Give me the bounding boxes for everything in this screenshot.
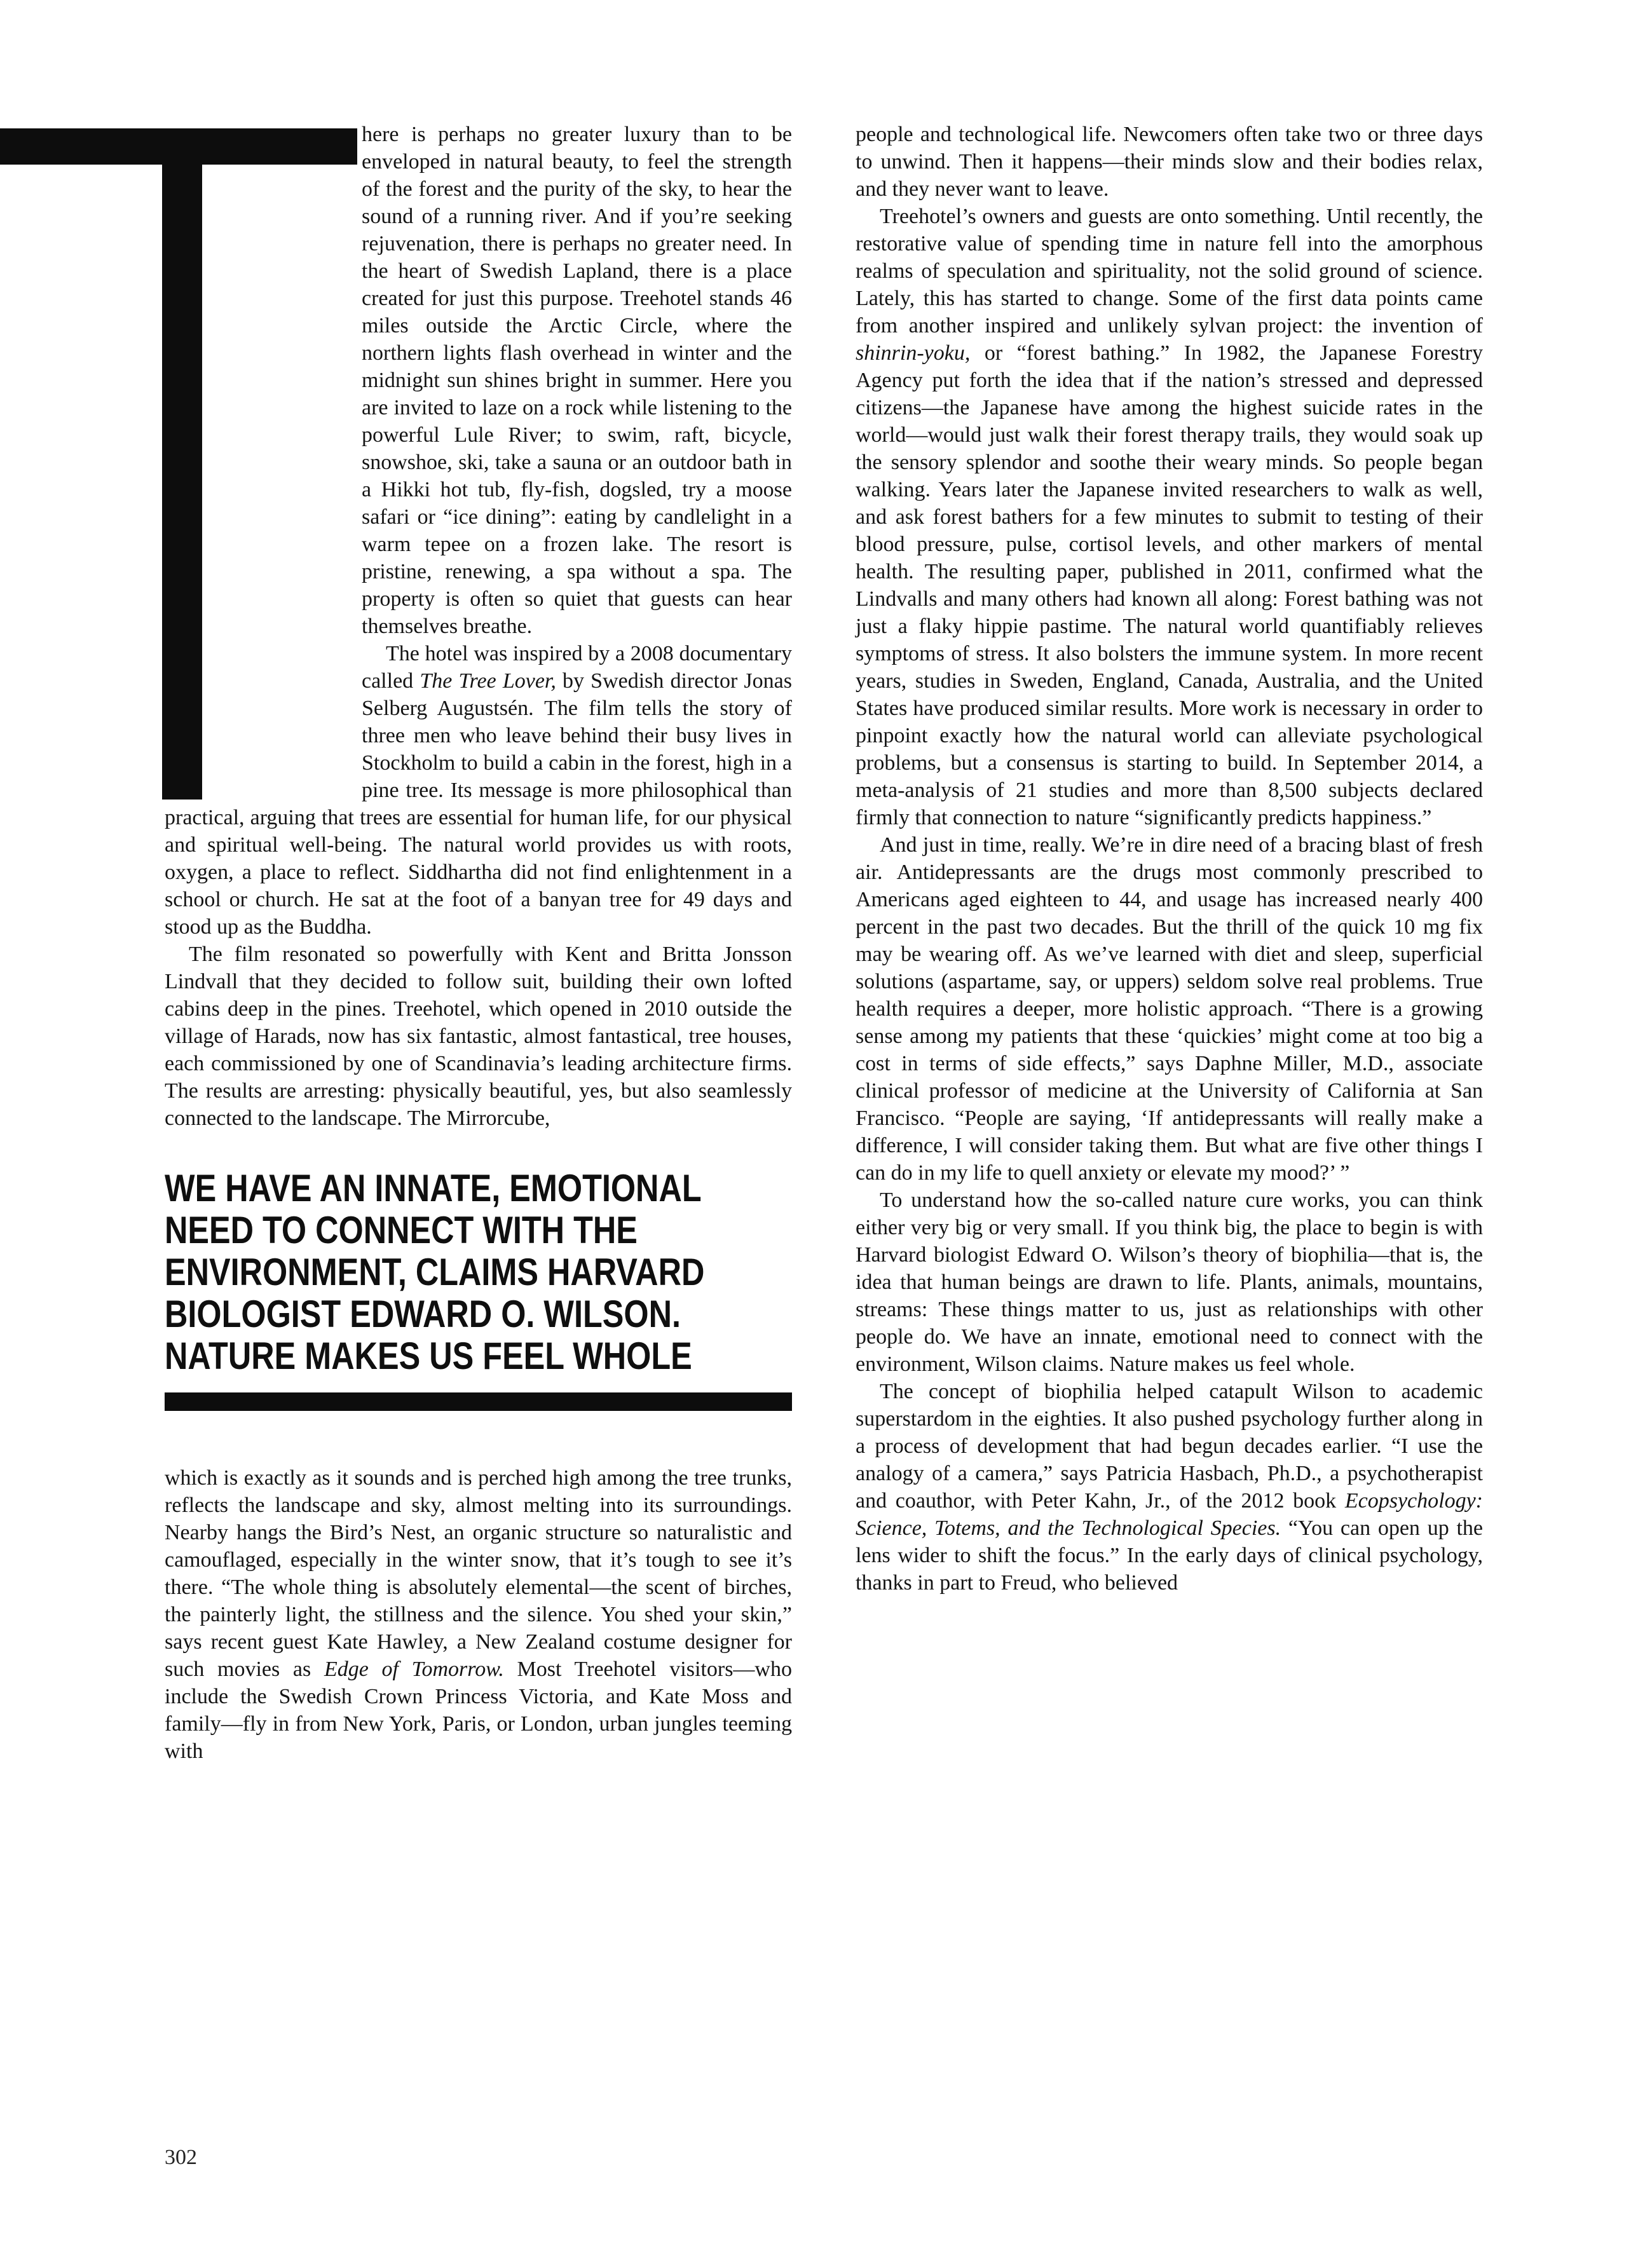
paragraph [856,1187,1483,1378]
text-segment: or “forest bathing.” In 1982, the Japanese Forestry Agency put forth the idea that if the nation’s stressed and depressed citizens—the Japanese have among the highest suicide rates in the world—would just walk their forest therapy trails, they would soak up the sensory splendor and soothe their weary minds. So people began walking. Years later the Japanese invited researchers to walk as well, and ask forest bathers for a few minutes to submit to testing of their blood pressure, pulse, cortisol levels, and other markers of mental health. The resulting paper, published in 2011, confirmed what the Lindvalls and many others had known all along: Forest bathing was not just a flaky hippie pastime. The natural world quantifiably relieves symptoms of stress. It also bolsters the immune system. In more recent years, studies in Sweden, England, Canada, Australia, and the United States have produced similar results. More work is necessary in order to pinpoint exactly how the natural world can alleviate psychological problems, but a consensus is starting to build. In September 2014, a meta-analysis of 21 studies and more than 8,500 subjects declared firmly that connection to nature “significantly predicts happiness.” [856,341,1483,829]
text-segment: Treehotel’s owners and guests are onto something. Until recently, the restorative value of spending time in nature fell into the amorphous realms of speculation and spirituality, not the solid ground of science. Lately, this has started to change. Some of the first data points came from another inspired and unlikely sylvan project: the invention of [856,205,1483,337]
article-columns [165,121,1483,1765]
pull-quote-line: BIOLOGIST EDWARD O. WILSON. [165,1293,681,1335]
pull-quote-line: NATURE MAKES US FEEL WHOLE [165,1335,692,1377]
divider-rule [165,1392,792,1411]
text-segment: which is exactly as it sounds and is perched high among the tree trunks, reflects the landscape and sky, almost melting into its surroundings. Nearby hangs the Bird’s Nest, an organic structure so naturalistic and camouflaged, especially in the winter snow, that it’s tough to see it’s there. “The whole thing is absolutely elemental—the scent of birches, the painterly light, the stillness and the silence. You shed your skin,” says recent guest Kate Hawley, a New Zealand costume designer for such movies as [165,1466,792,1681]
italic-text: Edge of Tomorrow. [324,1657,504,1681]
paragraph [856,121,1483,203]
paragraph [856,203,1483,831]
text-segment: The hotel was inspired by a 2008 documentary called [362,642,792,693]
text-segment: The film resonated so powerfully with Kent and Britta Jonsson Lindvall that they decided to follow suit, building their own lofted cabins deep in the pines. Treehotel, which opened in 2010 outside the village of Harads, now has six fantastic, almost fantastical, tree houses, each commissioned by one of Scandinavia’s leading architecture firms. The results are arresting: physically beautiful, yes, but also seamlessly connected to the landscape. The Mirrorcube, [165,943,792,1130]
pull-quote [165,1167,792,1377]
italic-text: shinrin-yoku, [856,341,971,365]
right-column [856,121,1483,1765]
paragraph [856,831,1483,1187]
left-column [165,121,792,1765]
pull-quote-line: WE HAVE AN INNATE, EMOTIONAL [165,1167,702,1209]
text-segment: people and technological life. Newcomers often take two or three days to unwind. Then it happens—their minds slow and their bodies relax, and they never want to leave. [856,123,1483,201]
left-column-text-continued [165,1464,792,1765]
text-segment: here is perhaps no greater luxury than to be enveloped in natural beauty, to feel the strength of the forest and the purity of the sky, to hear the sound of a running river. And if you’re seeking rejuvenation, there is perhaps no greater need. In the heart of Swedish Lapland, there is a place created for just this purpose. Treehotel stands 46 miles outside the Arctic Circle, where the northern lights flash overhead in winter and the midnight sun shines bright in summer. Here you are invited to laze on a rock while listening to the powerful Lule River; to swim, raft, bicycle, snowshoe, ski, take a sauna or an outdoor bath in a Hikki hot tub, fly-fish, dogsled, try a moose safari or “ice dining”: eating by candlelight in a warm tepee on a frozen lake. The resort is pristine, renewing, a spa without a spa. The property is often so quiet that guests can hear themselves breathe. [362,123,792,638]
italic-text: Ecopsychology: Science, Totems, and the Technological Species. [856,1489,1483,1540]
text-segment: To understand how the so-called nature cure works, you can think either very big or very small. If you think big, the place to begin is with Harvard biologist Edward O. Wilson’s theory of biophilia—that is, the idea that human beings are drawn to life. Plants, animals, mountains, streams: These things matter to us, just as relationships with other people do. We have an innate, emotional need to connect with the environment, Wilson claims. Nature makes us feel whole. [856,1188,1483,1376]
right-column-text [856,121,1483,1596]
pull-quote-line: ENVIRONMENT, CLAIMS HARVARD [165,1251,705,1293]
text-segment: “You can open up the lens wider to shift the focus.” In the early days of clinical psychology, thanks in part to Freud, who believed [856,1516,1483,1595]
text-segment: The concept of biophilia helped catapult Wilson to academic superstardom in the eighties. It also pushed psychology further along in a process of development that had begun decades earlier. “I use the analogy of a camera,” says Patricia Hasbach, Ph.D., a psychotherapist and coauthor, with Peter Kahn, Jr., of the 2012 book [856,1380,1483,1513]
paragraph [165,1464,792,1765]
pull-quote-line: NEED TO CONNECT WITH THE [165,1209,638,1251]
dropcap-wrap-spacer [165,121,362,792]
dropcap-letter [0,0,1,1]
paragraph [165,941,792,1132]
text-segment: And just in time, really. We’re in dire need of a bracing blast of fresh air. Antidepressants are the drugs most commonly prescribed to Americans aged eighteen to 44, and usage has increased nearly 400 percent in the past two decades. But the thrill of the quick 10 mg fix may be wearing off. As we’ve learned with diet and sleep, superficial solutions (aspartame, say, or uppers) seldom solve real problems. True health requires a deeper, more holistic approach. “There is a growing sense among my patients that these ‘quickies’ might come at too big a cost in terms of side effects,” says Daphne Miller, M.D., associate clinical professor of medicine at the University of California at San Francisco. “People are saying, ‘If antidepressants will really make a difference, I will consider taking them. But what are five other things I can do in my life to quell anxiety or elevate my mood?’ ” [856,833,1483,1185]
text-segment: by Swedish director Jonas Selberg Augustsén. The film tells the story of three men who leave behind their busy lives in Stockholm to build a cabin in the forest, high in a pine tree. Its message is more philosophical than practical, arguing that trees are essential for human life, for our physical and spiritual well-being. The natural world provides us with roots, oxygen, a place to reflect. Siddhartha did not find enlightenment in a school or church. He sat at the foot of a banyan tree for 49 days and stood up as the Buddha. [165,669,792,939]
page-number: 302 [165,2146,197,2169]
italic-text: The Tree Lover, [420,669,556,693]
paragraph [856,1378,1483,1596]
text-segment: Most Treehotel visitors—who include the Swedish Crown Princess Victoria, and Kate Moss and family—fly in from New York, Paris, or London, urban jungles teeming with [165,1657,792,1763]
